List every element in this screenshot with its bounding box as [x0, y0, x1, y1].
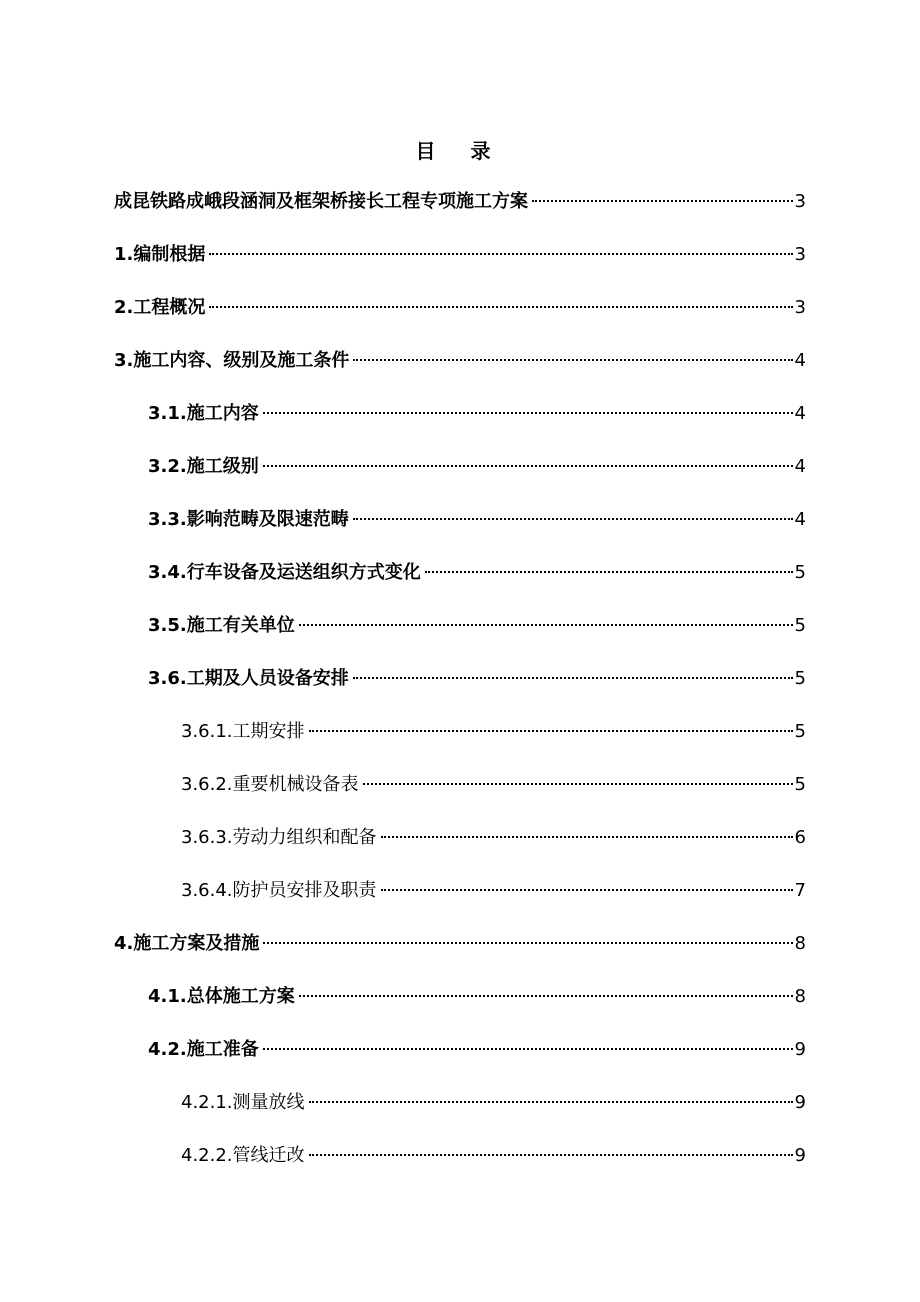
toc-dot-leader	[381, 889, 793, 891]
toc-entry[interactable]	[181, 769, 806, 801]
toc-dot-leader	[263, 465, 793, 467]
toc-entry[interactable]	[148, 610, 806, 642]
toc-page-number: 5	[794, 774, 806, 795]
toc-entry[interactable]	[148, 981, 806, 1013]
toc-dot-leader	[263, 412, 793, 414]
toc-page-number: 8	[794, 986, 806, 1007]
toc-dot-leader	[353, 677, 793, 679]
toc-entry-label: 3.6.4.防护员安排及职责	[181, 880, 377, 901]
toc-dot-leader	[263, 1048, 793, 1050]
toc-entry-label: 3.6.工期及人员设备安排	[148, 668, 349, 689]
toc-page-number: 3	[794, 297, 806, 318]
toc-entry[interactable]	[148, 1034, 806, 1066]
toc-entry-label: 3.2.施工级别	[148, 456, 259, 477]
toc-page-number: 3	[794, 191, 806, 212]
toc-dot-leader	[263, 942, 792, 944]
toc-dot-leader	[209, 306, 792, 308]
toc-entry-label: 成昆铁路成峨段涵洞及框架桥接长工程专项施工方案	[114, 191, 528, 212]
toc-entry[interactable]	[114, 239, 806, 271]
toc-page-number: 5	[794, 615, 806, 636]
toc-page-number: 5	[794, 721, 806, 742]
toc-title: 目 录	[415, 139, 505, 163]
toc-page-number: 4	[794, 350, 806, 371]
toc-entry-label: 1.编制根据	[114, 244, 206, 265]
toc-entry[interactable]	[114, 292, 806, 324]
toc-entry[interactable]	[148, 451, 806, 483]
toc-page-number: 5	[794, 562, 806, 583]
toc-dot-leader	[209, 253, 792, 255]
toc-entry[interactable]	[148, 398, 806, 430]
toc-entry[interactable]	[148, 557, 806, 589]
toc-entry-label: 4.1.总体施工方案	[148, 986, 295, 1007]
toc-page-number: 6	[794, 827, 806, 848]
toc-entry[interactable]	[181, 875, 806, 907]
toc-page-number: 9	[794, 1145, 806, 1166]
toc-dot-leader	[309, 730, 793, 732]
toc-page-number: 9	[794, 1039, 806, 1060]
toc-entry-label: 4.2.施工准备	[148, 1039, 259, 1060]
toc-dot-leader	[309, 1101, 793, 1103]
toc-page-number: 3	[794, 244, 806, 265]
toc-page-number: 9	[794, 1092, 806, 1113]
toc-entry[interactable]	[114, 928, 806, 960]
toc-page-number: 8	[794, 933, 806, 954]
toc-dot-leader	[381, 836, 793, 838]
toc-entry-label: 4.2.2.管线迁改	[181, 1145, 305, 1166]
toc-entry-label: 4.施工方案及措施	[114, 933, 260, 954]
toc-entry-label: 2.工程概况	[114, 297, 206, 318]
toc-entry[interactable]	[181, 1140, 806, 1172]
toc-entry-label: 3.4.行车设备及运送组织方式变化	[148, 562, 421, 583]
toc-entry[interactable]	[114, 345, 806, 377]
toc-dot-leader	[425, 571, 793, 573]
toc-entry[interactable]	[114, 186, 806, 218]
toc-page-number: 4	[794, 509, 806, 530]
toc-entry-label: 3.5.施工有关单位	[148, 615, 295, 636]
toc-dot-leader	[299, 995, 793, 997]
toc-page-number: 7	[794, 880, 806, 901]
toc-dot-leader	[309, 1154, 793, 1156]
toc-entry[interactable]	[181, 716, 806, 748]
toc-entry-label: 3.6.3.劳动力组织和配备	[181, 827, 377, 848]
toc-dot-leader	[363, 783, 793, 785]
toc-entry-label: 3.6.1.工期安排	[181, 721, 305, 742]
toc-entry[interactable]	[181, 1087, 806, 1119]
toc-entry-label: 3.1.施工内容	[148, 403, 259, 424]
toc-entry-label: 3.6.2.重要机械设备表	[181, 774, 359, 795]
toc-page-number: 4	[794, 456, 806, 477]
toc-page-number: 4	[794, 403, 806, 424]
toc-entry-label: 3.施工内容、级别及施工条件	[114, 350, 350, 371]
toc-dot-leader	[353, 518, 793, 520]
toc-entry-label: 3.3.影响范畴及限速范畴	[148, 509, 349, 530]
toc-dot-leader	[532, 200, 793, 202]
toc-dot-leader	[353, 359, 792, 361]
toc-dot-leader	[299, 624, 793, 626]
toc-page-number: 5	[794, 668, 806, 689]
toc-entry[interactable]	[148, 663, 806, 695]
toc-entry[interactable]	[148, 504, 806, 536]
toc-entry-label: 4.2.1.测量放线	[181, 1092, 305, 1113]
toc-entry[interactable]	[181, 822, 806, 854]
